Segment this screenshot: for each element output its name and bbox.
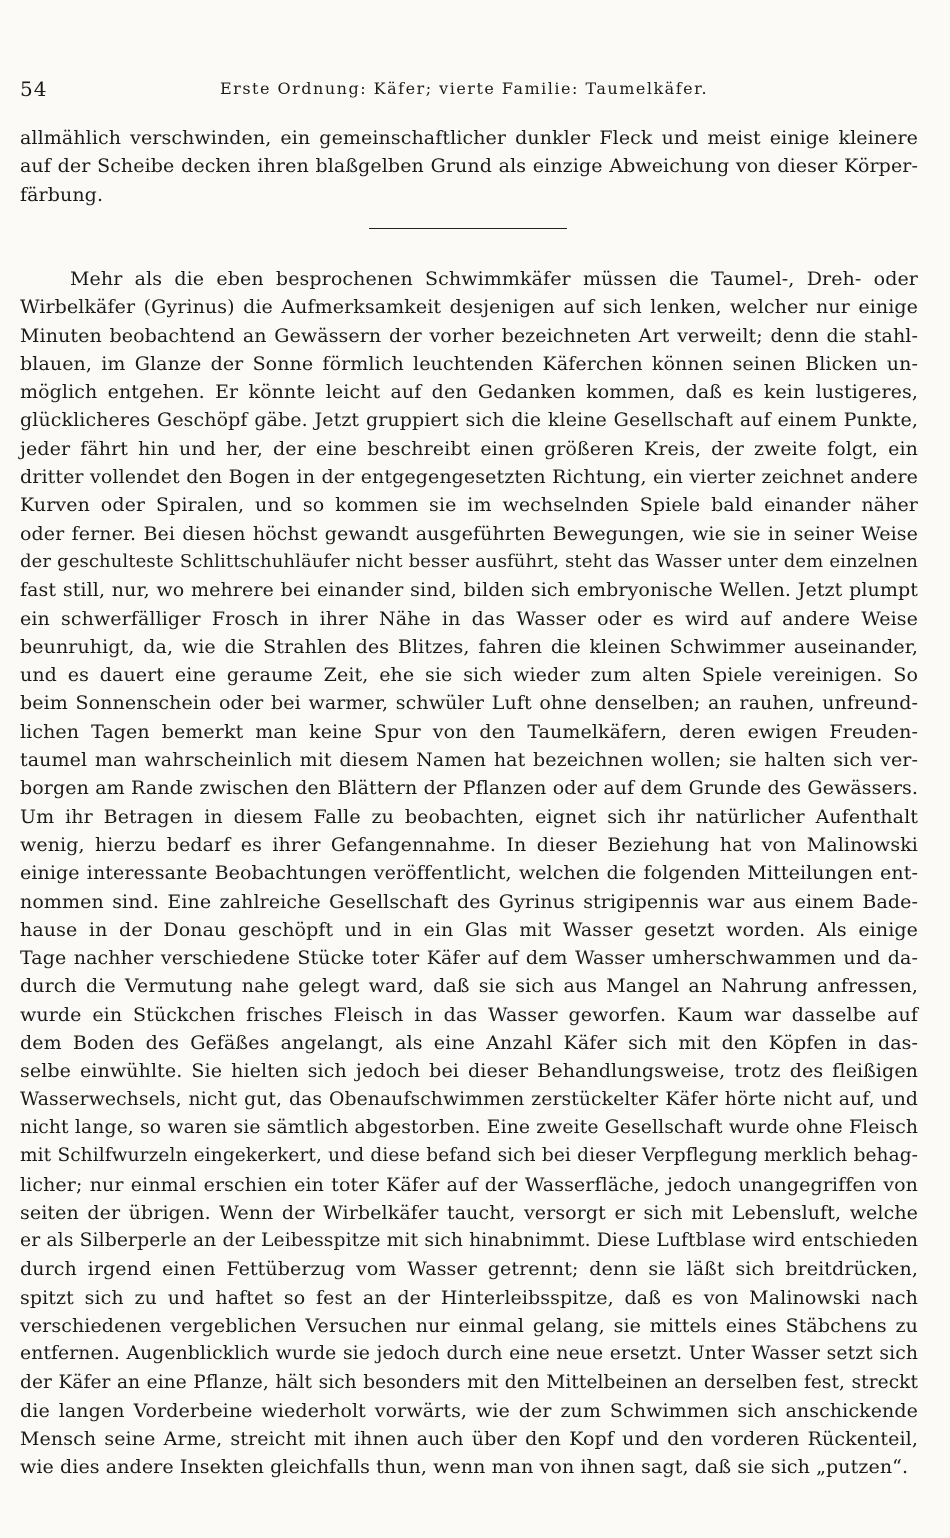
text-line: Kurven oder Spiralen, und so kommen sie im wechselnden Spiele bald einander näher [20, 494, 918, 517]
text-line: glücklicheres Geschöpf gäbe. Jetzt gruppiert sich die kleine Gesellschaft auf einem Punkte, [20, 409, 918, 432]
top-paragraph [20, 124, 918, 209]
text-line: nommen sind. Eine zahlreiche Gesellschaft des Gyrinus strigipennis war aus einem Bade- [20, 890, 918, 913]
text-line: der geschulteste Schlittschuhläufer nicht besser ausführt, steht das Wasser unter dem einzelnen [20, 550, 918, 572]
text-line: nicht lange, so waren sie sämtlich abgestorben. Eine zweite Gesellschaft wurde ohne Fleisch [20, 1116, 918, 1138]
text-line: jeder fährt hin und her, der eine beschreibt einen größeren Kreis, der zweite folgt, ein [20, 437, 918, 460]
section-divider [369, 228, 567, 229]
text-line: die langen Vorderbeine wiederholt vorwärts, wie der zum Schwimmen sich anschickende [20, 1399, 918, 1422]
text-line: selbe einwühlte. Sie hielten sich jedoch bei dieser Behandlungsweise, trotz des fleißigen [20, 1060, 918, 1083]
text-line: licher; nur einmal erschien ein toter Käfer auf der Wasserfläche, jedoch unangegriffen von [20, 1173, 918, 1196]
text-line: möglich entgehen. Er könnte leicht auf den Gedanken kommen, daß es kein lustigeres, [20, 381, 918, 404]
text-line: wurde ein Stückchen frisches Fleisch in das Wasser geworfen. Kaum war dasselbe auf [20, 1003, 918, 1026]
text-line: Um ihr Betragen in diesem Falle zu beobachten, eignet sich ihr natürlicher Aufenthalt [20, 805, 918, 828]
text-line: Wirbelkäfer (Gyrinus) die Aufmerksamkeit desjenigen auf sich lenken, welcher nur einige [20, 296, 918, 319]
text-line: hause in der Donau geschöpft und in ein Glas mit Wasser gesetzt worden. Als einige [20, 918, 918, 941]
text-line: einige interessante Beobachtungen veröffentlicht, welchen die folgenden Mitteilungen ent- [20, 862, 918, 885]
text-line: mit Schilfwurzeln eingekerkert, und diese befand sich bei dieser Verpflegung merklich behag- [20, 1145, 918, 1167]
text-line: fast still, nur, wo mehrere bei einander sind, bilden sich embryonische Wellen. Jetzt plumpt [20, 579, 918, 602]
text-line: der Käfer an eine Pflanze, hält sich besonders mit den Mittelbeinen an derselben fest, streckt [20, 1371, 918, 1393]
text-line: oder ferner. Bei diesen höchst gewandt ausgeführten Bewegungen, wie sie in seiner Weise [20, 522, 918, 545]
text-line: beim Sonnenschein oder bei warmer, schwüler Luft ohne denselben; an rauhen, unfreund- [20, 692, 918, 715]
text-line: auf der Scheibe decken ihren blaßgelben Grund als einzige Abweichung von dieser Körper- [20, 155, 918, 178]
text-line: Mehr als die eben besprochenen Schwimmkäfer müssen die Taumel-, Dreh- oder [70, 268, 918, 290]
text-line: blauen, im Glanze der Sonne förmlich leuchtenden Käferchen können seinen Blicken un- [20, 352, 918, 375]
main-paragraph [20, 265, 918, 1482]
text-line: allmählich verschwinden, ein gemeinschaftlicher dunkler Fleck und meist einige kleinere [20, 127, 918, 149]
text-line: durch irgend einen Fettüberzug vom Wasser getrennt; denn sie läßt sich breitdrücken, [20, 1258, 918, 1281]
text-line: seiten der übrigen. Wenn der Wirbelkäfer taucht, versorgt er sich mit Lebensluft, welche [20, 1201, 918, 1224]
text-line: durch die Vermutung nahe gelegt ward, daß sie sich aus Mangel an Nahrung anfressen, [20, 975, 918, 998]
text-line: wie dies andere Insekten gleichfalls thun, wenn man von ihnen sagt, daß sie sich „putzen“. [20, 1456, 909, 1479]
text-line: beunruhigt, da, wie die Strahlen des Blitzes, fahren die kleinen Schwimmer auseinander, [20, 635, 918, 658]
text-line: borgen am Rande zwischen den Blättern der Pflanzen oder auf dem Grunde des Gewässers. [20, 777, 918, 800]
text-line: ein schwerfälliger Frosch in ihrer Nähe in das Wasser oder es wird auf andere Weise [20, 607, 918, 630]
text-line: er als Silberperle an der Leibesspitze mit sich hinabnimmt. Diese Luftblase wird entschieden [20, 1230, 918, 1252]
text-line: entfernen. Augenblicklich wurde sie jedoch durch eine neue ersetzt. Unter Wasser setzt sich [20, 1343, 918, 1365]
text-line: taumel man wahrscheinlich mit diesem Namen hat bezeichnen wollen; sie halten sich ver- [20, 749, 918, 772]
text-line: verschiedenen vergeblichen Versuchen nur einmal gelang, sie mittels eines Stäbchens zu [20, 1314, 918, 1337]
text-line: dritter vollendet den Bogen in der entgegengesetzten Richtung, ein vierter zeichnet andere [20, 466, 918, 489]
text-line: und es dauert eine geraume Zeit, ehe sie sich wieder zum alten Spiele vereinigen. So [20, 664, 918, 687]
page-header [20, 74, 920, 104]
page-number: 54 [20, 77, 48, 101]
text-line: färbung. [20, 183, 104, 206]
running-head: Erste Ordnung: Käfer; vierte Familie: Taumelkäfer. [220, 79, 709, 98]
text-line: Tage nachher verschiedene Stücke toter Käfer auf dem Wasser umherschwammen und da- [20, 947, 918, 970]
text-line: Mensch seine Arme, streicht mit ihnen auch über den Kopf und den vorderen Rückenteil, [20, 1428, 918, 1451]
text-line: Wasserwechsels, nicht gut, das Obenaufschwimmen zerstückelter Käfer hörte nicht auf, und [20, 1088, 918, 1110]
text-line: spitzt sich zu und haftet so fest an der Hinterleibsspitze, daß es von Malinowski nach [20, 1286, 918, 1309]
text-line: wenig, hierzu bedarf es ihrer Gefangennahme. In dieser Beziehung hat von Malinowski [20, 833, 918, 856]
text-line: dem Boden des Gefäßes angelangt, als eine Anzahl Käfer sich mit den Köpfen in das- [20, 1032, 918, 1055]
text-line: lichen Tagen bemerkt man keine Spur von den Taumelkäfern, deren ewigen Freuden- [20, 720, 918, 743]
text-line: Minuten beobachtend an Gewässern der vorher bezeichneten Art verweilt; denn die stahl- [20, 324, 918, 347]
